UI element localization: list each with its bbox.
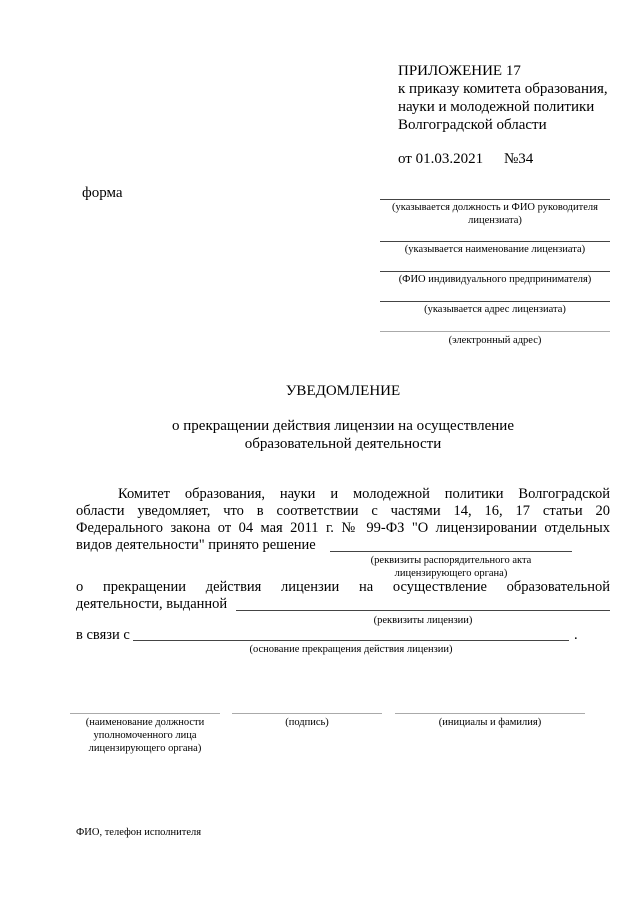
act-details-line [330,551,572,552]
body-line-7: в связи с [76,627,130,643]
notice-title: УВЕДОМЛЕНИЕ [285,383,401,399]
caption-position-c: лицензирующего органа) [88,743,202,754]
appendix-line-3: Волгоградской области [398,117,547,133]
addressee-caption-2: (указывается наименование лицензиата) [404,244,586,255]
caption-initials: (инициалы и фамилия) [438,717,542,728]
position-line [70,713,220,714]
form-label: форма [82,185,123,201]
addressee-line-4 [380,301,610,302]
caption-act-a: (реквизиты распорядительного акта [370,555,532,566]
body-line-2: области уведомляет, что в соответствии с частями 14, 16, 17 статьи 20 [76,503,610,519]
reason-line [133,640,569,641]
addressee-line-3 [380,271,610,272]
body-line-1: Комитет образования, науки и молодежной политики Волгоградской [118,486,610,502]
caption-position-a: (наименование должности [85,717,205,728]
notice-subtitle-2: образовательной деятельности [244,436,442,452]
caption-act-b: лицензирующего органа) [394,568,508,579]
body-line-4: видов деятельности" принято решение [76,537,316,553]
caption-signature: (подпись) [285,717,329,728]
addressee-line-2 [380,241,610,242]
addressee-caption-5: (электронный адрес) [448,335,542,346]
addressee-line-5 [380,331,610,332]
body-line-5: о прекращении действия лицензии на осуществление образовательной [76,579,610,595]
addressee-caption-4: (указывается адрес лицензиата) [424,304,566,315]
appendix-line-2: науки и молодежной политики [398,99,595,115]
appendix-line-1: к приказу комитета образования, [398,81,608,97]
appendix-title: ПРИЛОЖЕНИЕ 17 [398,63,521,79]
initials-line [395,713,585,714]
addressee-line-1 [380,199,610,200]
body-line-6: деятельности, выданной [76,596,228,612]
license-details-line [236,610,610,611]
addressee-caption-3: (ФИО индивидуального предпринимателя) [398,274,592,285]
addressee-caption-1a: (указывается должность и ФИО руководителя [392,202,598,213]
notice-subtitle-1: о прекращении действия лицензии на осуществление [172,418,514,434]
body-line-7-end: . [574,627,578,643]
executor-note: ФИО, телефон исполнителя [76,827,202,838]
appendix-number: №34 [504,151,534,167]
addressee-caption-1b: лицензиата) [468,215,522,226]
caption-license: (реквизиты лицензии) [373,615,473,626]
caption-position-b: уполномоченного лица [93,730,197,741]
signature-line [232,713,382,714]
appendix-date: от 01.03.2021 [398,151,484,167]
body-line-3: Федерального закона от 04 мая 2011 г. № 99-ФЗ "О лицензировании отдельных [76,520,610,536]
caption-reason: (основание прекращения действия лицензии) [249,644,453,655]
